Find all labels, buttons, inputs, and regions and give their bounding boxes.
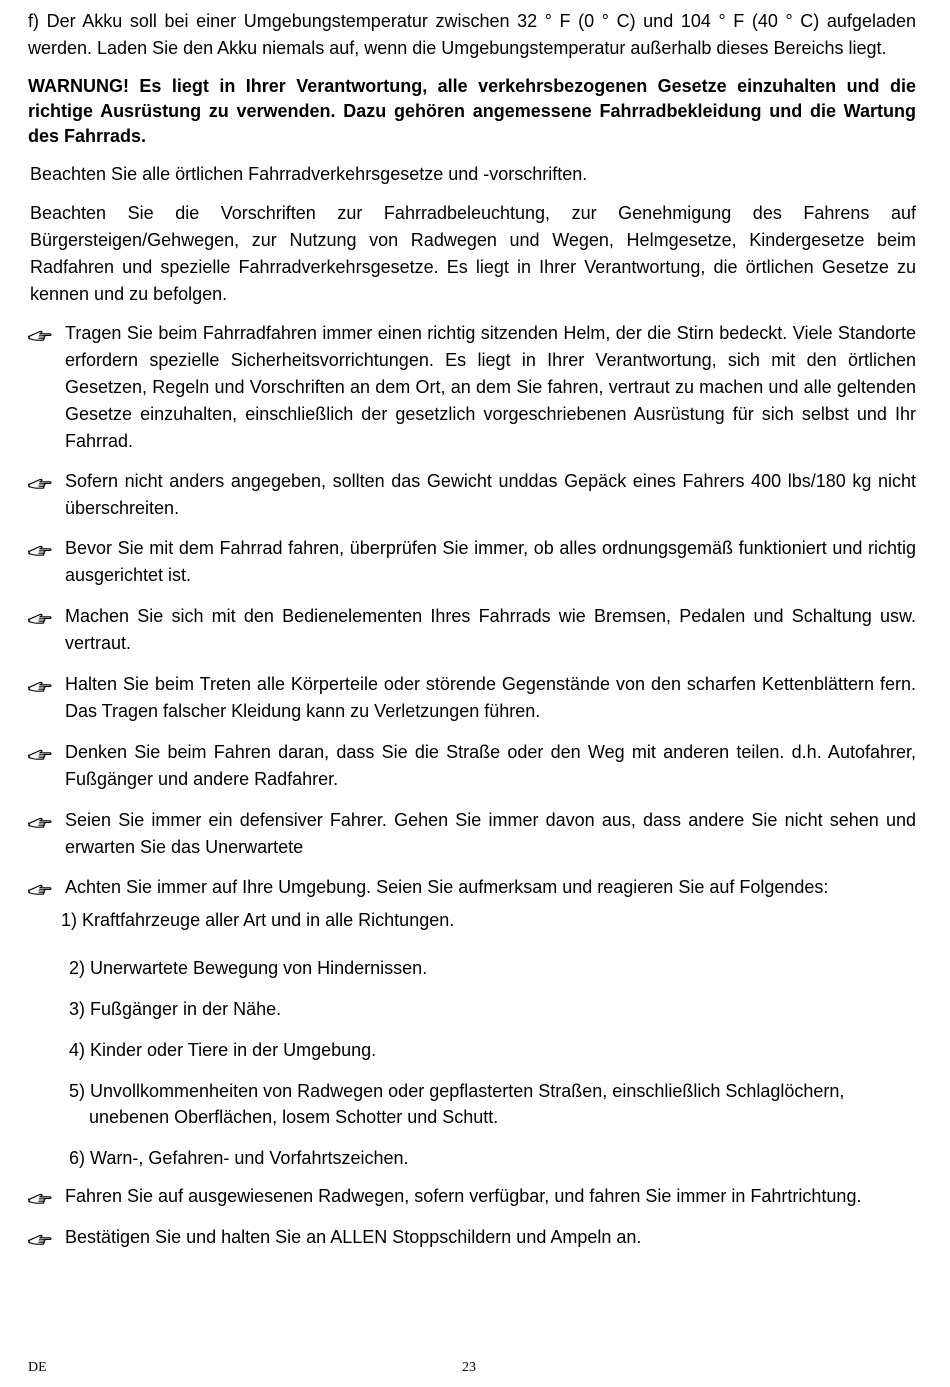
list-item (69, 1078, 916, 1130)
bullet-stop-signs (28, 1224, 916, 1251)
pointing-hand-icon (28, 678, 56, 694)
pointing-hand-icon (28, 475, 56, 491)
bullet-text: Bevor Sie mit dem Fahrrad fahren, überprüfen Sie immer, ob alles ordnungsgemäß funktioniert und richtig ausgerichtet ist. (65, 538, 916, 585)
list-item-continuation: unebenen Oberflächen, losem Schotter und Schutt. (89, 1107, 499, 1127)
local-laws-paragraph: Beachten Sie alle örtlichen Fahrradverkehrsgesetze und -vorschriften. (30, 164, 588, 184)
bullet-designated-paths (28, 1183, 916, 1210)
bullet-check-before-riding (28, 535, 916, 589)
pointing-hand-icon (28, 746, 56, 762)
pointing-hand-icon (28, 610, 56, 626)
list-item: 6) Warn-, Gefahren- und Vorfahrtszeichen. (69, 1148, 409, 1168)
footer-page-number: 23 (462, 1360, 476, 1375)
lighting-rules-paragraph: Beachten Sie die Vorschriften zur Fahrradbeleuchtung, zur Genehmigung des Fahrens auf Bürgersteigen/Gehwegen, zur Nutzung von Radwegen und Wegen, Helmgesetze, Kindergesetze beim Radfahren und spezielle Fahrradverkehrsgesetze. Es liegt in Ihrer Verantwortung, die örtlichen Gesetze zu kennen und zu befolgen. (30, 203, 916, 304)
pointing-hand-icon (28, 1190, 56, 1206)
bullet-text: Seien Sie immer ein defensiver Fahrer. Gehen Sie immer davon aus, dass andere Sie nicht sehen und erwarten Sie das Unerwartete (65, 810, 916, 857)
bullet-helmet (28, 320, 916, 455)
bullet-share-road (28, 739, 916, 793)
bullet-weight-limit (28, 468, 916, 522)
list-item: 2) Unerwartete Bewegung von Hindernissen. (69, 958, 428, 978)
bullet-chainrings (28, 671, 916, 725)
bullet-controls (28, 603, 916, 657)
bullet-text: Tragen Sie beim Fahrradfahren immer einen richtig sitzenden Helm, der die Stirn bedeckt. Viele Standorte erfordern spezielle Sicherheitsvorrichtungen. Es liegt in Ihrer Verantwortung, sich mit den örtlichen Gesetzen, Regeln und Vorschriften an dem Ort, an dem Sie fahren, vertraut zu machen und alle geltenden Gesetze einzuhalten, einschließlich der gesetzlich vorgeschriebenen Ausrüstung für sich selbst und Ihr Fahrrad. (65, 323, 916, 451)
bullet-text: Fahren Sie auf ausgewiesenen Radwegen, sofern verfügbar, und fahren Sie immer in Fahrtrichtung. (65, 1186, 862, 1206)
list-item: 1) Kraftfahrzeuge aller Art und in alle Richtungen. (61, 910, 455, 930)
pointing-hand-icon (28, 881, 56, 897)
pointing-hand-icon (28, 1231, 56, 1247)
page-footer (28, 1360, 916, 1380)
bullet-text: Sofern nicht anders angegeben, sollten das Gewicht unddas Gepäck eines Fahrers 400 lbs/180 kg nicht überschreiten. (65, 471, 916, 518)
bullet-text: Halten Sie beim Treten alle Körperteile oder störende Gegenstände von den scharfen Kettenblättern fern. Das Tragen falscher Kleidung kann zu Verletzungen führen. (65, 674, 916, 721)
bullet-text: Machen Sie sich mit den Bedienelementen Ihres Fahrrads wie Bremsen, Pedalen und Schaltung usw. vertraut. (65, 606, 916, 653)
bullet-text: Achten Sie immer auf Ihre Umgebung. Seien Sie aufmerksam und reagieren Sie auf Folgendes: (65, 877, 829, 897)
warning-paragraph: WARNUNG! Es liegt in Ihrer Verantwortung, alle verkehrsbezogenen Gesetze einzuhalten und die richtige Ausrüstung zu verwenden. Dazu gehören angemessene Fahrradbekleidung und die Wartung des Fahrrads. (28, 76, 916, 146)
bullet-surroundings (28, 874, 916, 901)
bullet-defensive-rider (28, 807, 916, 861)
footer-language: DE (28, 1360, 47, 1375)
list-item: 4) Kinder oder Tiere in der Umgebung. (69, 1040, 377, 1060)
bullet-text: Denken Sie beim Fahren daran, dass Sie die Straße oder den Weg mit anderen teilen. d.h. Autofahrer, Fußgänger und andere Radfahrer. (65, 742, 916, 789)
document-page (28, 8, 916, 1251)
list-item-line: 5) Unvollkommenheiten von Radwegen oder gepflasterten Straßen, einschließlich Schlaglöchern, (69, 1081, 845, 1101)
pointing-hand-icon (28, 542, 56, 558)
pointing-hand-icon (28, 327, 56, 343)
battery-charging-paragraph: f) Der Akku soll bei einer Umgebungstemperatur zwischen 32 ° F (0 ° C) und 104 ° F (40 ° C) aufgeladen werden. Laden Sie den Akku niemals auf, wenn die Umgebungstemperatur außerhalb dieses Bereichs liegt. (28, 11, 916, 58)
bullet-text: Bestätigen Sie und halten Sie an ALLEN Stoppschildern und Ampeln an. (65, 1227, 642, 1247)
pointing-hand-icon (28, 814, 56, 830)
hazard-list (28, 907, 916, 1171)
list-item: 3) Fußgänger in der Nähe. (69, 999, 282, 1019)
